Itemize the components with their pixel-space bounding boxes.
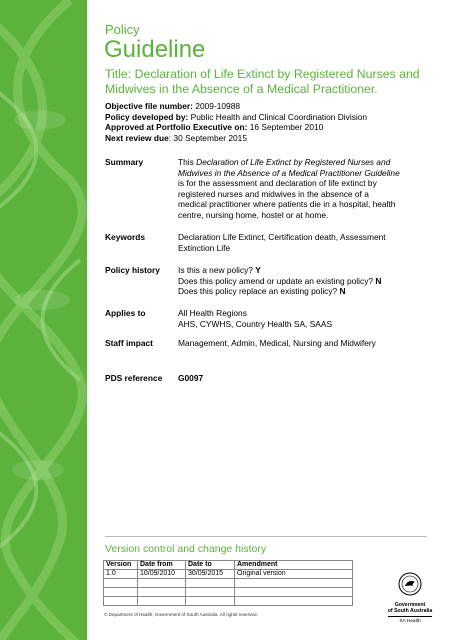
document-type-heading: Guideline [104, 36, 206, 63]
table-cell [186, 579, 235, 588]
keywords-text: Declaration Life Extinct, Certification death, Assessment Extinction Life [178, 232, 386, 253]
column-header-date-from: Date from [138, 561, 186, 570]
dna-helix-graphic [0, 0, 87, 640]
history-question-amend: Does this policy amend or update an existing policy? N [178, 275, 382, 286]
table-row [104, 588, 353, 597]
history-answer-amend: N [375, 275, 382, 286]
divider [105, 536, 427, 537]
logo-text-government: Government [394, 602, 426, 608]
table-cell [104, 588, 138, 597]
column-header-amendment: Amendment [235, 561, 353, 570]
history-question-new: Is this a new policy? Y [178, 265, 261, 275]
developed-by-label: Policy developed by: [105, 111, 189, 122]
developed-by-value: Public Health and Clinical Coordination Division [190, 111, 368, 122]
government-logo [380, 572, 440, 632]
history-answer-new: Y [255, 265, 261, 275]
version-control-heading: Version control and change history [105, 543, 267, 555]
table-cell: 30/09/2015 [186, 570, 235, 579]
approved-label: Approved at Portfolio Executive on: [105, 122, 248, 132]
table-cell [235, 579, 353, 588]
logo-text-sa-health: SA Health [399, 619, 421, 624]
table-cell: 10/09/2010 [138, 570, 186, 579]
staff-impact-label: Staff impact [105, 338, 153, 348]
table-cell [104, 579, 138, 588]
summary-text-pre: This [178, 157, 197, 167]
column-header-date-to: Date to [186, 561, 235, 570]
table-cell [235, 597, 353, 606]
document-title: Title: Declaration of Life Extinct by Registered Nurses and Midwives in the Absence of a Medical Practitioner. [105, 67, 420, 96]
review-label: Next review due [105, 132, 169, 143]
applies-to-label: Applies to [105, 308, 146, 318]
pds-reference-value: G0097 [178, 373, 204, 383]
table-row [104, 597, 353, 606]
column-header-version: Version [104, 561, 138, 570]
developed-by-row [105, 112, 367, 123]
review-row [105, 133, 367, 144]
copyright-notice: © Department of Health, Government of South Australia. All rights reserved. [104, 612, 258, 617]
review-value: : 30 September 2015 [168, 132, 248, 143]
summary-text-italic: Declaration of Life Extinct by Registered Nurses and Midwives in the Absence of a Medical Practitioner Guideline [178, 157, 400, 178]
objective-file-value: 2009-10988 [195, 101, 241, 111]
history-question-replace: Does this policy replace an existing policy? N [178, 286, 346, 297]
applies-to-line-2: AHS, CYWHS, Country Health SA, SAAS [178, 318, 333, 329]
table-row [104, 570, 353, 579]
table-cell [186, 597, 235, 606]
logo-text-south-australia: of South Australia [387, 608, 433, 614]
table-row [104, 579, 353, 588]
policy-label: Policy [105, 22, 140, 37]
pds-reference-label: PDS reference [105, 373, 163, 383]
table-cell [138, 579, 186, 588]
table-header-row [104, 561, 353, 570]
keywords-label: Keywords [105, 232, 146, 242]
logo-divider [388, 616, 432, 617]
table-cell [138, 588, 186, 597]
policy-history-label: Policy history [105, 265, 160, 275]
version-control-table [103, 560, 353, 606]
table-cell [186, 588, 235, 597]
applies-to-text [178, 308, 400, 329]
objective-file-label: Objective file number: [105, 101, 193, 111]
history-answer-replace: N [339, 286, 346, 297]
objective-file-row [105, 101, 367, 112]
decorative-sidebar [0, 0, 87, 640]
table-cell [235, 588, 353, 597]
summary-text-post: is for the assessment and declaration of life extinct by registered nurses and midwives in the absence of a medical practitioner where patients die in a hospital, health centre, nursing home, hostel or at home. [178, 178, 396, 220]
staff-impact-text: Management, Admin, Medical, Nursing and Midwifery [178, 338, 376, 348]
piping-shrike-crest-icon [398, 572, 422, 596]
summary-label: Summary [105, 157, 144, 167]
summary-text [178, 157, 400, 221]
table-cell: Original version [235, 570, 353, 579]
table-cell [104, 597, 138, 606]
approved-value: 16 September 2010 [249, 122, 324, 132]
document-metadata [105, 101, 367, 143]
approved-row [105, 122, 367, 133]
policy-history-text [178, 265, 400, 297]
applies-to-line-1: All Health Regions [178, 308, 247, 318]
table-cell [138, 597, 186, 606]
table-cell: 1.0 [104, 570, 138, 579]
